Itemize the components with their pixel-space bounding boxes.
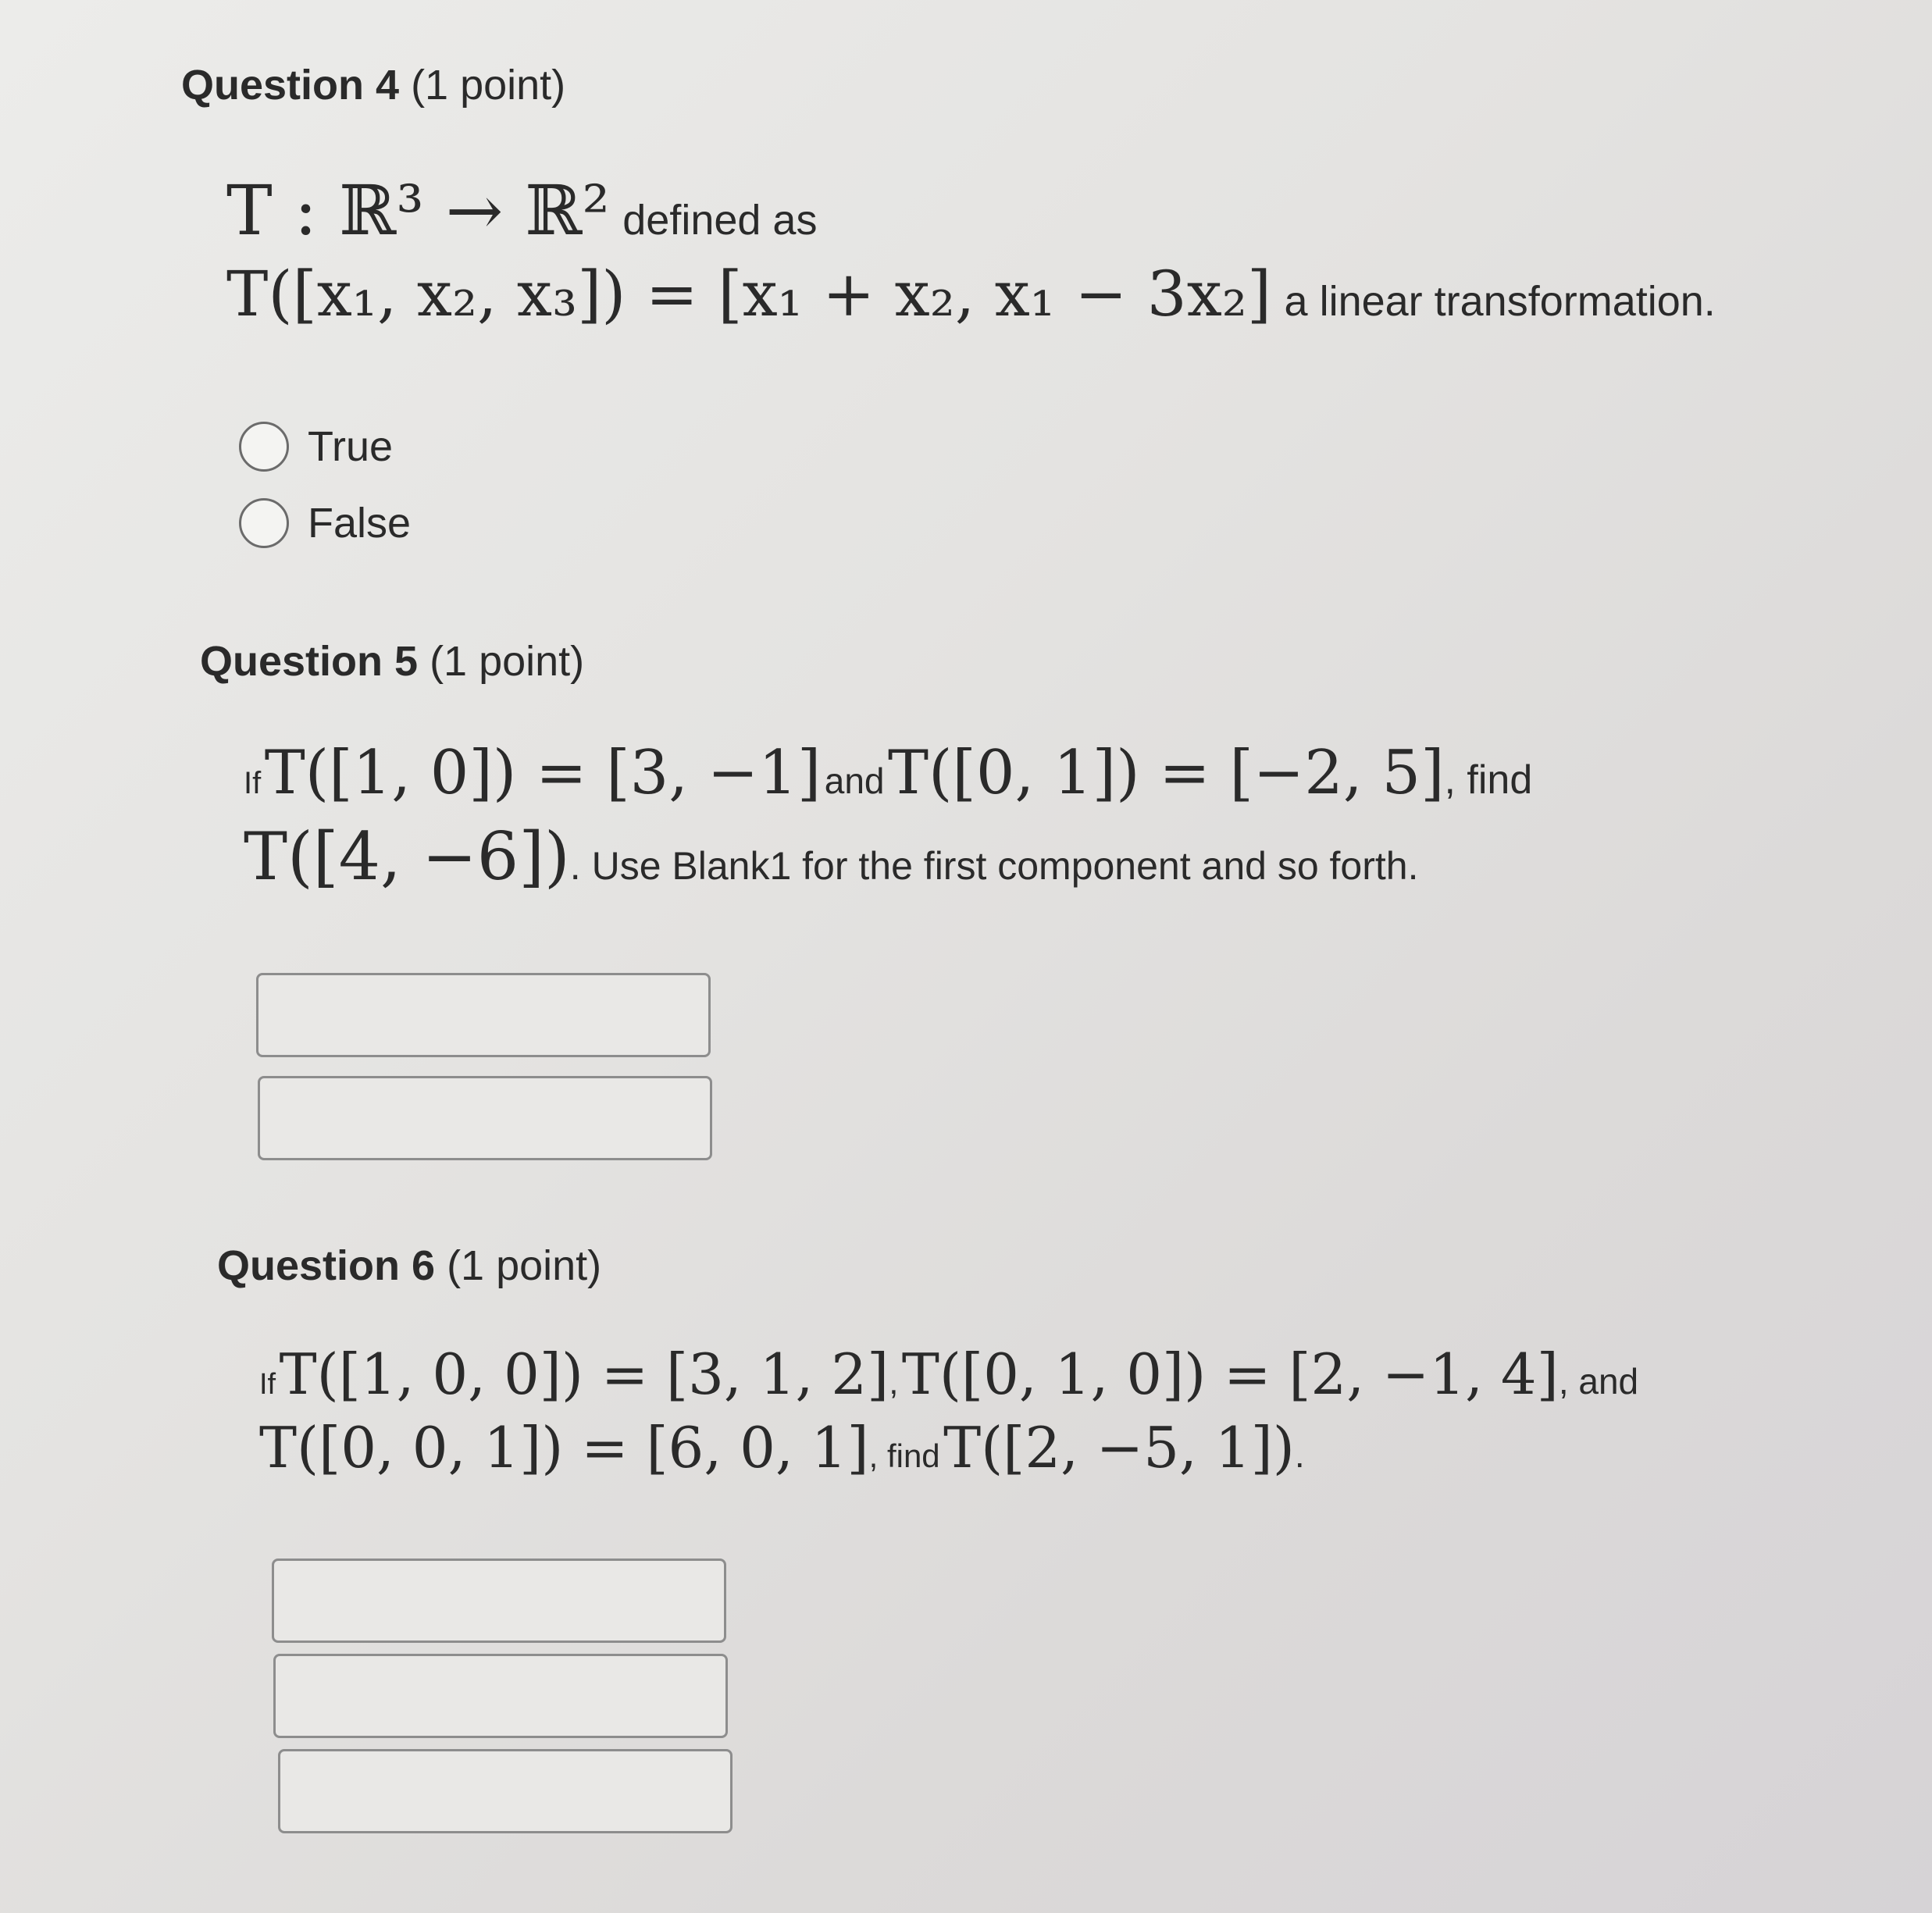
question-5-math-1: T([1, 0]) = [3, −1] xyxy=(264,738,822,808)
question-4-points: (1 point) xyxy=(411,62,566,109)
question-5-if: If xyxy=(244,766,262,800)
question-6-math-3: T([0, 0, 1]) = [6, 0, 1] xyxy=(259,1415,869,1480)
question-4-number: Question 4 xyxy=(181,62,400,109)
question-4-line-2 xyxy=(226,258,1716,330)
question-5-line-2 xyxy=(244,818,1418,895)
question-4-mapping-math: T : ℝ³ → ℝ² xyxy=(226,170,610,251)
true-radio-button[interactable] xyxy=(239,422,289,472)
question-6-target-math: T([2, −5, 1]) xyxy=(943,1415,1295,1480)
question-6-line-2 xyxy=(259,1415,1305,1480)
question-5-heading xyxy=(200,637,584,686)
question-5-and: and xyxy=(824,761,885,801)
question-6-find: , find xyxy=(868,1437,940,1474)
question-4-line-1 xyxy=(226,170,817,251)
question-4-linear-text: a linear transformation. xyxy=(1284,278,1716,325)
question-4-defined-text: defined as xyxy=(622,197,818,244)
question-5-find: , find xyxy=(1444,757,1533,803)
question-5-line-1 xyxy=(244,738,1532,808)
question-4-heading xyxy=(181,61,565,109)
question-6-period: . xyxy=(1294,1434,1305,1475)
question-6-math-2: T([0, 1, 0]) = [2, −1, 4] xyxy=(901,1341,1559,1407)
question-6-points: (1 point) xyxy=(447,1242,602,1289)
question-5-math-2: T([0, 1]) = [−2, 5] xyxy=(887,738,1445,808)
question-6-separator: , xyxy=(889,1363,899,1402)
question-6-and: , and xyxy=(1558,1361,1639,1402)
true-label: True xyxy=(308,423,394,470)
question-4-definition-math: T([x₁, x₂, x₃]) = [x₁ + x₂, x₁ − 3x₂] xyxy=(226,258,1272,330)
question-6-blank-2[interactable] xyxy=(273,1654,728,1738)
question-5-instructions: . Use Blank1 for the first component and so forth. xyxy=(569,844,1419,888)
question-6-blank-1[interactable] xyxy=(272,1559,726,1643)
question-6-math-1: T([1, 0, 0]) = [3, 1, 2] xyxy=(279,1341,889,1407)
false-label: False xyxy=(308,500,412,547)
question-5-points: (1 point) xyxy=(430,638,585,685)
option-false[interactable] xyxy=(239,498,411,548)
question-6-blank-3[interactable] xyxy=(278,1749,733,1833)
question-5-target-math: T([4, −6]) xyxy=(244,818,570,895)
question-5-blank-1[interactable] xyxy=(256,973,711,1057)
question-6-heading xyxy=(217,1241,601,1290)
false-radio-button[interactable] xyxy=(239,498,289,548)
question-6-number: Question 6 xyxy=(217,1242,436,1289)
option-true[interactable] xyxy=(239,422,393,472)
question-5-blank-2[interactable] xyxy=(258,1076,712,1160)
question-6-if: If xyxy=(259,1368,276,1401)
question-5-number: Question 5 xyxy=(200,638,419,685)
question-6-line-1 xyxy=(259,1341,1638,1407)
